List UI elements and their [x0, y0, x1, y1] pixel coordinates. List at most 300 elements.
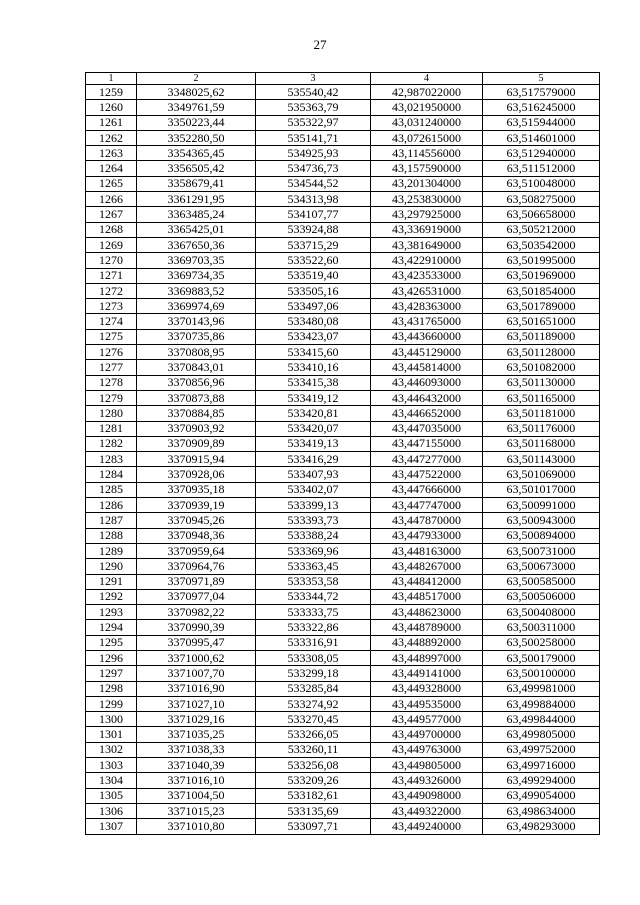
- table-cell: 533097,71: [256, 819, 371, 834]
- table-cell: 533369,96: [256, 543, 371, 558]
- table-cell: 3370884,85: [137, 406, 256, 421]
- table-cell: 3371029,16: [137, 712, 256, 727]
- table-cell: 534925,93: [256, 146, 371, 161]
- table-cell: 3370948,36: [137, 528, 256, 543]
- table-cell: 63,500179000: [483, 650, 600, 665]
- table-row: [86, 329, 600, 344]
- table-cell: 3370971,89: [137, 574, 256, 589]
- table-cell: 43,446093000: [371, 375, 483, 390]
- table-cell: 43,449326000: [371, 773, 483, 788]
- table-cell: 63,501168000: [483, 436, 600, 451]
- table-cell: 535322,97: [256, 115, 371, 130]
- table-row: [86, 635, 600, 650]
- table-cell: 3370873,88: [137, 390, 256, 405]
- table-cell: 1269: [86, 237, 137, 252]
- table-row: [86, 360, 600, 375]
- table-cell: 535141,71: [256, 130, 371, 145]
- table-cell: 43,447747000: [371, 498, 483, 513]
- table-cell: 1282: [86, 436, 137, 451]
- table-cell: 43,031240000: [371, 115, 483, 130]
- table-row: [86, 436, 600, 451]
- table-cell: 3365425,01: [137, 222, 256, 237]
- table-row: [86, 589, 600, 604]
- table-cell: 533410,16: [256, 360, 371, 375]
- table-cell: 533322,86: [256, 620, 371, 635]
- column-header: 3: [256, 73, 371, 85]
- table-cell: 43,449328000: [371, 681, 483, 696]
- table-row: [86, 528, 600, 543]
- table-row: [86, 650, 600, 665]
- table-cell: 63,511512000: [483, 161, 600, 176]
- table-cell: 63,505212000: [483, 222, 600, 237]
- table-cell: 63,506658000: [483, 207, 600, 222]
- table-cell: 533480,08: [256, 314, 371, 329]
- table-cell: 3370939,19: [137, 498, 256, 513]
- table-cell: 43,448997000: [371, 650, 483, 665]
- table-row: [86, 115, 600, 130]
- table-cell: 3369883,52: [137, 283, 256, 298]
- table-cell: 63,500943000: [483, 513, 600, 528]
- table-row: [86, 758, 600, 773]
- table-row: [86, 406, 600, 421]
- table-row: [86, 482, 600, 497]
- table-row: [86, 146, 600, 161]
- table-cell: 3370915,94: [137, 452, 256, 467]
- table-cell: 43,448267000: [371, 559, 483, 574]
- table-row: [86, 559, 600, 574]
- table-cell: 3370982,22: [137, 605, 256, 620]
- table-cell: 1294: [86, 620, 137, 635]
- table-cell: 533316,91: [256, 635, 371, 650]
- table-cell: 3369703,35: [137, 253, 256, 268]
- table-cell: 63,499981000: [483, 681, 600, 696]
- table-cell: 63,499752000: [483, 742, 600, 757]
- table-cell: 1272: [86, 283, 137, 298]
- table-cell: 3371015,23: [137, 803, 256, 818]
- table-cell: 1302: [86, 742, 137, 757]
- table-cell: 533135,69: [256, 803, 371, 818]
- table-cell: 63,501069000: [483, 467, 600, 482]
- table-cell: 533182,61: [256, 788, 371, 803]
- table-cell: 533344,72: [256, 589, 371, 604]
- coordinates-table: [85, 72, 600, 835]
- table-cell: 63,515944000: [483, 115, 600, 130]
- table-cell: 3371040,39: [137, 758, 256, 773]
- table-body: [86, 85, 600, 835]
- table-cell: 43,449141000: [371, 666, 483, 681]
- table-cell: 63,500991000: [483, 498, 600, 513]
- table-row: [86, 681, 600, 696]
- table-row: [86, 222, 600, 237]
- table-cell: 534736,73: [256, 161, 371, 176]
- table-cell: 63,500894000: [483, 528, 600, 543]
- table-cell: 1264: [86, 161, 137, 176]
- table-cell: 3370935,18: [137, 482, 256, 497]
- column-header: 2: [137, 73, 256, 85]
- table-row: [86, 696, 600, 711]
- table-cell: 43,445814000: [371, 360, 483, 375]
- table-cell: 1280: [86, 406, 137, 421]
- table-cell: 43,447933000: [371, 528, 483, 543]
- table-cell: 43,448892000: [371, 635, 483, 650]
- table-cell: 1286: [86, 498, 137, 513]
- table-cell: 3349761,59: [137, 100, 256, 115]
- table-cell: 43,447035000: [371, 421, 483, 436]
- table-cell: 63,501130000: [483, 375, 600, 390]
- table-cell: 3371016,10: [137, 773, 256, 788]
- table-cell: 1293: [86, 605, 137, 620]
- table-row: [86, 498, 600, 513]
- table-cell: 533416,29: [256, 452, 371, 467]
- table-cell: 63,512940000: [483, 146, 600, 161]
- table-cell: 3370808,95: [137, 345, 256, 360]
- table-cell: 43,446652000: [371, 406, 483, 421]
- table-row: [86, 390, 600, 405]
- table-cell: 3370856,96: [137, 375, 256, 390]
- table-cell: 43,448623000: [371, 605, 483, 620]
- table-cell: 43,157590000: [371, 161, 483, 176]
- table-cell: 3371035,25: [137, 727, 256, 742]
- table-cell: 43,447155000: [371, 436, 483, 451]
- table-cell: 63,500731000: [483, 543, 600, 558]
- table-cell: 43,448163000: [371, 543, 483, 558]
- table-cell: 3370843,01: [137, 360, 256, 375]
- table-cell: 3369974,69: [137, 299, 256, 314]
- table-cell: 63,514601000: [483, 130, 600, 145]
- table-row: [86, 421, 600, 436]
- table-cell: 63,503542000: [483, 237, 600, 252]
- table-cell: 63,499054000: [483, 788, 600, 803]
- table-cell: 1290: [86, 559, 137, 574]
- table-cell: 63,501181000: [483, 406, 600, 421]
- table-cell: 1274: [86, 314, 137, 329]
- table-cell: 1266: [86, 192, 137, 207]
- table-cell: 43,449700000: [371, 727, 483, 742]
- table-row: [86, 176, 600, 191]
- table-cell: 63,499884000: [483, 696, 600, 711]
- table-cell: 3371004,50: [137, 788, 256, 803]
- table-cell: 3352280,50: [137, 130, 256, 145]
- table-row: [86, 283, 600, 298]
- table-cell: 43,447666000: [371, 482, 483, 497]
- table-cell: 43,449805000: [371, 758, 483, 773]
- table-cell: 3371016,90: [137, 681, 256, 696]
- table-cell: 43,253830000: [371, 192, 483, 207]
- table-cell: 1259: [86, 85, 137, 100]
- table-row: [86, 130, 600, 145]
- table-cell: 1307: [86, 819, 137, 834]
- table-cell: 535363,79: [256, 100, 371, 115]
- table-cell: 533353,58: [256, 574, 371, 589]
- table-cell: 1278: [86, 375, 137, 390]
- table-cell: 533393,73: [256, 513, 371, 528]
- table-cell: 1305: [86, 788, 137, 803]
- table-cell: 3370143,96: [137, 314, 256, 329]
- table-row: [86, 620, 600, 635]
- table-cell: 1295: [86, 635, 137, 650]
- table-cell: 3370735,86: [137, 329, 256, 344]
- table-cell: 1285: [86, 482, 137, 497]
- table-cell: 533715,29: [256, 237, 371, 252]
- table-cell: 534313,98: [256, 192, 371, 207]
- table-cell: 3370990,39: [137, 620, 256, 635]
- table-cell: 43,445129000: [371, 345, 483, 360]
- table-cell: 63,498293000: [483, 819, 600, 834]
- table-cell: 63,501969000: [483, 268, 600, 283]
- table-cell: 63,501651000: [483, 314, 600, 329]
- table-cell: 43,448517000: [371, 589, 483, 604]
- table-cell: 1303: [86, 758, 137, 773]
- table-cell: 43,443660000: [371, 329, 483, 344]
- table-cell: 1299: [86, 696, 137, 711]
- table-row: [86, 345, 600, 360]
- table-cell: 533266,05: [256, 727, 371, 742]
- table-cell: 1262: [86, 130, 137, 145]
- table-cell: 63,510048000: [483, 176, 600, 191]
- page-number: 27: [313, 37, 327, 52]
- table-cell: 43,449098000: [371, 788, 483, 803]
- table-cell: 63,501082000: [483, 360, 600, 375]
- table-cell: 43,336919000: [371, 222, 483, 237]
- table-cell: 1263: [86, 146, 137, 161]
- table-cell: 1289: [86, 543, 137, 558]
- table-cell: 43,114556000: [371, 146, 483, 161]
- table-cell: 1279: [86, 390, 137, 405]
- table-row: [86, 666, 600, 681]
- table-cell: 3361291,95: [137, 192, 256, 207]
- table-cell: 43,449763000: [371, 742, 483, 757]
- table-cell: 1268: [86, 222, 137, 237]
- table-cell: 533270,45: [256, 712, 371, 727]
- table-cell: 63,501165000: [483, 390, 600, 405]
- table-row: [86, 452, 600, 467]
- table-cell: 534544,52: [256, 176, 371, 191]
- table-row: [86, 467, 600, 482]
- table-cell: 533209,26: [256, 773, 371, 788]
- table-cell: 533399,13: [256, 498, 371, 513]
- table-cell: 1275: [86, 329, 137, 344]
- table-cell: 533419,12: [256, 390, 371, 405]
- table-row: [86, 268, 600, 283]
- table-cell: 63,500258000: [483, 635, 600, 650]
- table-row: [86, 100, 600, 115]
- table-row: [86, 85, 600, 100]
- table-cell: 43,449240000: [371, 819, 483, 834]
- table-cell: 3354365,45: [137, 146, 256, 161]
- table-cell: 533924,88: [256, 222, 371, 237]
- table-cell: 43,021950000: [371, 100, 483, 115]
- table-cell: 535540,42: [256, 85, 371, 100]
- table-cell: 533256,08: [256, 758, 371, 773]
- table-cell: 3370909,89: [137, 436, 256, 451]
- table-row: [86, 605, 600, 620]
- table-cell: 63,501854000: [483, 283, 600, 298]
- table-cell: 63,500408000: [483, 605, 600, 620]
- table-cell: 533415,60: [256, 345, 371, 360]
- table-row: [86, 803, 600, 818]
- table-cell: 63,501995000: [483, 253, 600, 268]
- table-cell: 1287: [86, 513, 137, 528]
- table-cell: 3370945,26: [137, 513, 256, 528]
- table-cell: 3356505,42: [137, 161, 256, 176]
- table-cell: 43,297925000: [371, 207, 483, 222]
- table-cell: 533402,07: [256, 482, 371, 497]
- table-cell: 43,449322000: [371, 803, 483, 818]
- table-row: [86, 299, 600, 314]
- table-cell: 63,498634000: [483, 803, 600, 818]
- table-cell: 1270: [86, 253, 137, 268]
- table-cell: 63,501128000: [483, 345, 600, 360]
- table-cell: 43,447870000: [371, 513, 483, 528]
- table-cell: 63,500673000: [483, 559, 600, 574]
- table-cell: 1261: [86, 115, 137, 130]
- table-cell: 533420,81: [256, 406, 371, 421]
- table-header-row: [86, 73, 600, 85]
- table-cell: 1260: [86, 100, 137, 115]
- table-cell: 533419,13: [256, 436, 371, 451]
- table-cell: 533497,06: [256, 299, 371, 314]
- table-cell: 1297: [86, 666, 137, 681]
- table-row: [86, 513, 600, 528]
- table-cell: 63,517579000: [483, 85, 600, 100]
- table-cell: 1306: [86, 803, 137, 818]
- table-row: [86, 727, 600, 742]
- table-cell: 63,516245000: [483, 100, 600, 115]
- table-cell: 534107,77: [256, 207, 371, 222]
- table-cell: 3370959,64: [137, 543, 256, 558]
- table-cell: 533420,07: [256, 421, 371, 436]
- table-cell: 43,446432000: [371, 390, 483, 405]
- table-cell: 533415,38: [256, 375, 371, 390]
- table-cell: 1300: [86, 712, 137, 727]
- table-cell: 533299,18: [256, 666, 371, 681]
- table-cell: 43,448789000: [371, 620, 483, 635]
- table-cell: 1273: [86, 299, 137, 314]
- table-cell: 3369734,35: [137, 268, 256, 283]
- table-cell: 43,426531000: [371, 283, 483, 298]
- table-cell: 3371038,33: [137, 742, 256, 757]
- column-header: 5: [483, 73, 600, 85]
- table-row: [86, 543, 600, 558]
- table-cell: 43,449577000: [371, 712, 483, 727]
- table-cell: 3370995,47: [137, 635, 256, 650]
- table-cell: 533388,24: [256, 528, 371, 543]
- table-cell: 3370977,04: [137, 589, 256, 604]
- table-cell: 1281: [86, 421, 137, 436]
- table-cell: 43,381649000: [371, 237, 483, 252]
- table-cell: 43,422910000: [371, 253, 483, 268]
- table-cell: 3350223,44: [137, 115, 256, 130]
- table-cell: 1283: [86, 452, 137, 467]
- table-row: [86, 314, 600, 329]
- table-cell: 3370964,76: [137, 559, 256, 574]
- table-cell: 63,500100000: [483, 666, 600, 681]
- table-row: [86, 574, 600, 589]
- table-row: [86, 742, 600, 757]
- column-header: 1: [86, 73, 137, 85]
- table-cell: 63,501789000: [483, 299, 600, 314]
- table-cell: 43,423533000: [371, 268, 483, 283]
- table-cell: 43,449535000: [371, 696, 483, 711]
- table-cell: 42,987022000: [371, 85, 483, 100]
- table-cell: 63,508275000: [483, 192, 600, 207]
- table-cell: 1291: [86, 574, 137, 589]
- table-cell: 533423,07: [256, 329, 371, 344]
- table-cell: 43,431765000: [371, 314, 483, 329]
- table-cell: 3358679,41: [137, 176, 256, 191]
- table-cell: 43,447522000: [371, 467, 483, 482]
- table-cell: 63,501143000: [483, 452, 600, 467]
- table-cell: 3371000,62: [137, 650, 256, 665]
- table-cell: 533274,92: [256, 696, 371, 711]
- table-cell: 3363485,24: [137, 207, 256, 222]
- table-row: [86, 375, 600, 390]
- table-cell: 1301: [86, 727, 137, 742]
- table-row: [86, 192, 600, 207]
- table-cell: 1304: [86, 773, 137, 788]
- table-cell: 63,499294000: [483, 773, 600, 788]
- table-cell: 43,201304000: [371, 176, 483, 191]
- table-cell: 3370928,06: [137, 467, 256, 482]
- table-cell: 1267: [86, 207, 137, 222]
- table-cell: 533260,11: [256, 742, 371, 757]
- table-cell: 3367650,36: [137, 237, 256, 252]
- table-cell: 533519,40: [256, 268, 371, 283]
- table-cell: 43,072615000: [371, 130, 483, 145]
- column-header: 4: [371, 73, 483, 85]
- table-cell: 533363,45: [256, 559, 371, 574]
- table-cell: 1298: [86, 681, 137, 696]
- table-cell: 43,448412000: [371, 574, 483, 589]
- table-row: [86, 712, 600, 727]
- table-cell: 3371027,10: [137, 696, 256, 711]
- table-cell: 1271: [86, 268, 137, 283]
- table-cell: 533522,60: [256, 253, 371, 268]
- table-row: [86, 237, 600, 252]
- table-cell: 43,447277000: [371, 452, 483, 467]
- table-row: [86, 161, 600, 176]
- table-cell: 533505,16: [256, 283, 371, 298]
- table-cell: 63,499716000: [483, 758, 600, 773]
- table-cell: 63,501189000: [483, 329, 600, 344]
- table-cell: 3371010,80: [137, 819, 256, 834]
- table-cell: 63,500311000: [483, 620, 600, 635]
- table-cell: 63,501017000: [483, 482, 600, 497]
- table-cell: 3348025,62: [137, 85, 256, 100]
- table-cell: 533333,75: [256, 605, 371, 620]
- table-cell: 1296: [86, 650, 137, 665]
- table-cell: 63,499805000: [483, 727, 600, 742]
- table-row: [86, 773, 600, 788]
- table-cell: 1276: [86, 345, 137, 360]
- table-cell: 1265: [86, 176, 137, 191]
- table-cell: 1277: [86, 360, 137, 375]
- table-cell: 533308,05: [256, 650, 371, 665]
- table-cell: 63,500585000: [483, 574, 600, 589]
- table-cell: 63,501176000: [483, 421, 600, 436]
- table-cell: 3371007,70: [137, 666, 256, 681]
- table-cell: 63,500506000: [483, 589, 600, 604]
- table-cell: 1288: [86, 528, 137, 543]
- table-cell: 1292: [86, 589, 137, 604]
- table-cell: 533285,84: [256, 681, 371, 696]
- table-cell: 43,428363000: [371, 299, 483, 314]
- table-row: [86, 819, 600, 834]
- table-cell: 63,499844000: [483, 712, 600, 727]
- table-row: [86, 788, 600, 803]
- table-cell: 3370903,92: [137, 421, 256, 436]
- table-row: [86, 253, 600, 268]
